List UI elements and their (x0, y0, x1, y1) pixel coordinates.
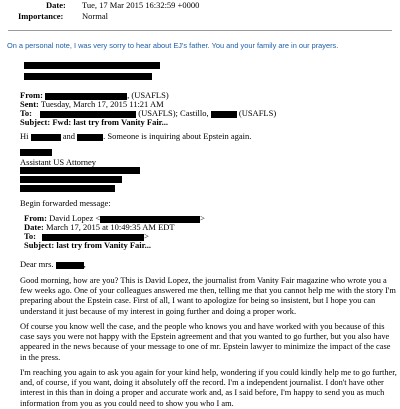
redacted-name (31, 134, 61, 141)
fwd-from-label: From: (24, 213, 47, 223)
redacted-name (211, 111, 237, 118)
letter-paragraph-1: Good morning, how are you? This is David Lopez, the journalist from Vanity Fair magazine who wrote you a few weeks ago. One of your colleagues answered me then, telling me that you cannot help me with the story I'm preparing about the Epstein case. First of all, I want to apologize for being so insistent, but I hope you can understand it just because of my interest in going further and doing a proper work. (20, 276, 396, 316)
redacted-name (56, 262, 84, 269)
salutation-prefix: Dear mrs. (20, 259, 54, 269)
redacted-name (77, 134, 103, 141)
inner-sent-value: Tuesday, March 17, 2015 11:21 AM (40, 99, 164, 109)
redacted-block (20, 167, 140, 174)
top-date-value: Tue, 17 Mar 2015 16:32:59 +0000 (82, 0, 200, 10)
fwd-date-label: Date: (24, 222, 44, 232)
signature-title: Assistant US Attorney (20, 157, 97, 167)
redacted-block (20, 149, 52, 156)
inner-to-mid: (USAFLS); Castillo, (138, 108, 209, 118)
personal-note: On a personal note, I was very sorry to hear about EJ's father. You and your family are in our prayers. (7, 41, 339, 50)
inner-subject-label: Subject: (20, 117, 51, 127)
greeting-hi: Hi (20, 131, 29, 141)
inner-from-label: From: (20, 90, 43, 100)
redacted-block (20, 176, 122, 183)
fwd-to-label: To: (24, 231, 36, 241)
letter-paragraph-3: I'm reaching you again to ask you again for your kind help, wondering if you could kindly help me to go further, and, of course, if you want, doing it absolutely off the record. I'm a independent journalist. I don't have other interest in this than in doing a proper and accurate work and, as I said before, I'm happy to send you as much information from you as you could need to show you who I am. (20, 368, 397, 408)
top-importance-value: Normal (82, 11, 108, 21)
greeting-rest: . Someone is inquiring about Epstein again. (103, 131, 252, 141)
fwd-subject-label: Subject: (24, 240, 55, 250)
fwd-from-value: David Lopez < (49, 213, 101, 223)
redacted-block (20, 185, 115, 192)
fwd-subject-line (24, 240, 151, 250)
inner-subject-value: Fwd: last try from Vanity Fair... (52, 117, 169, 127)
redacted-block (24, 73, 152, 80)
fwd-from-close: > (200, 213, 205, 223)
greeting-line (20, 131, 251, 141)
salutation-suffix: , (83, 259, 86, 269)
fwd-to-close: > (144, 231, 149, 241)
forward-begin: Begin forwarded message: (20, 198, 111, 208)
fwd-subject-value: last try from Vanity Fair... (56, 240, 152, 250)
inner-sent-label: Sent: (20, 99, 39, 109)
fwd-date-value: March 17, 2015 at 10:49:35 AM EDT (45, 222, 175, 232)
greeting-and: and (62, 131, 76, 141)
letter-paragraph-2: Of course you know well the case, and the people who knows you and have worked with you because of this case says you were not happy with the Epstein agreement and that you wanted to go further, but you also have appeared in the news because of your message to one of mr. Epstein lawyer to minimize the impact of the case in the press. (20, 322, 391, 362)
redacted-block (24, 62, 160, 69)
top-date-label: Date: (46, 0, 66, 10)
salutation (20, 259, 86, 269)
inner-to-suffix: (USAFLS) (238, 108, 277, 118)
header-divider (8, 30, 392, 31)
top-importance-label: Importance: (18, 11, 64, 21)
inner-from-suffix: , (USAFLS) (127, 90, 169, 100)
inner-to-label: To: (20, 108, 32, 118)
inner-subject-line (20, 117, 168, 127)
